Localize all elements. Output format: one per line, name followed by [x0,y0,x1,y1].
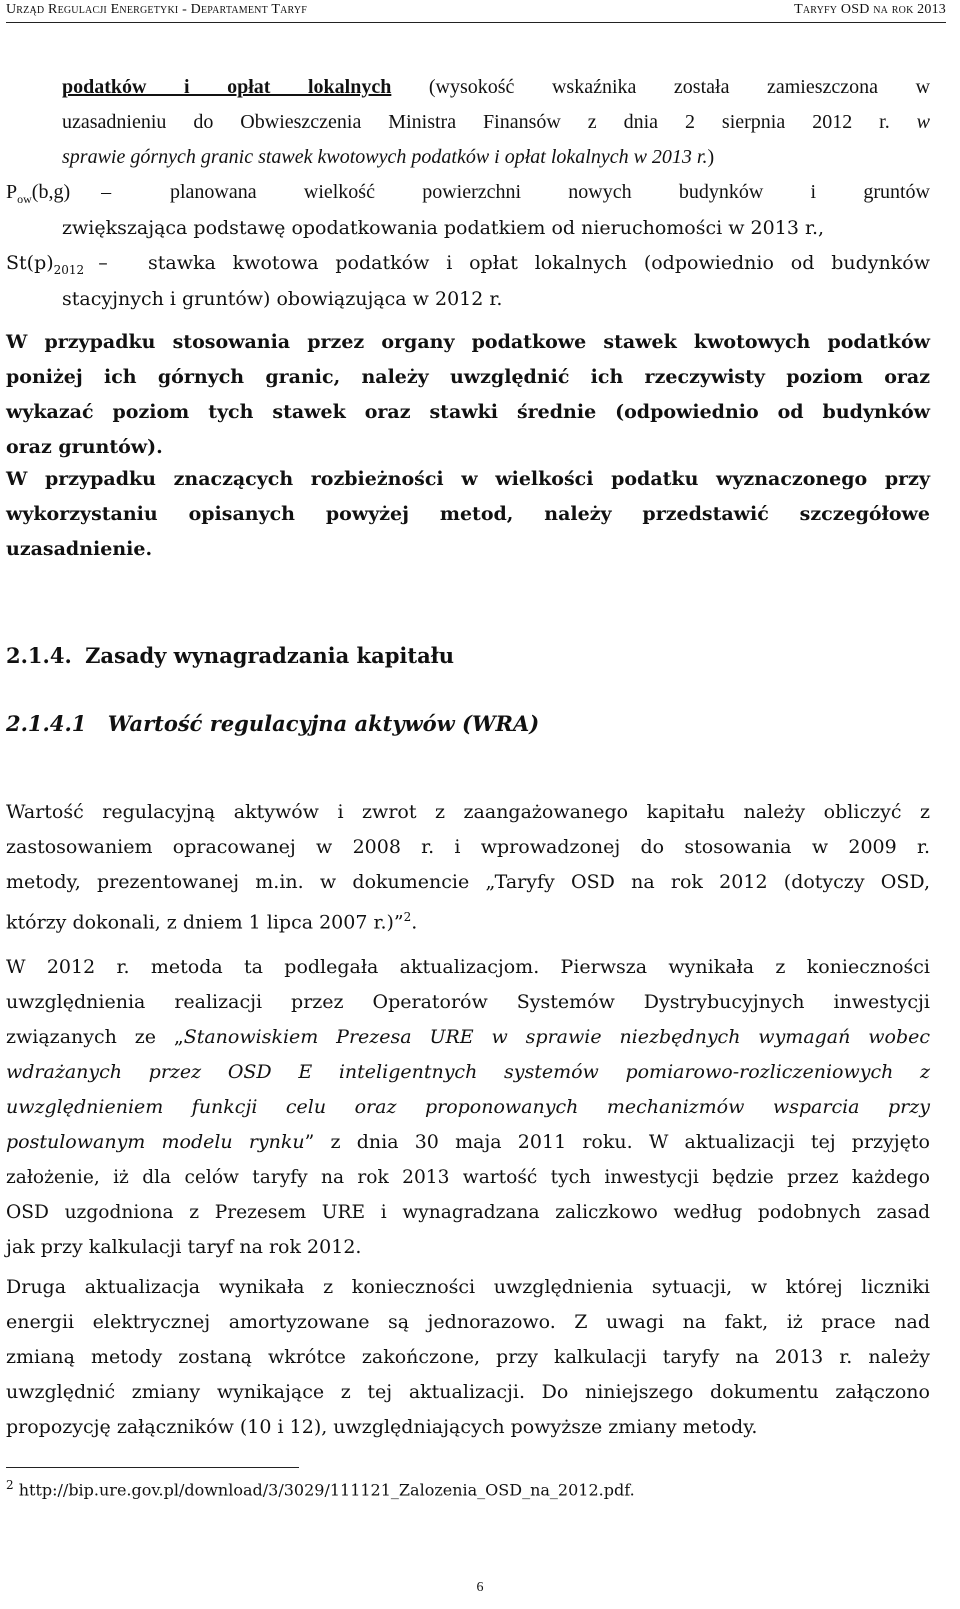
header-right: Taryfy OSD na rok 2013 [794,2,946,17]
footnote [6,1478,635,1499]
intro-underlined: podatków i opłat lokalnych [62,76,392,98]
footnote-separator [6,1467,299,1468]
page-header [6,0,946,23]
second-update-paragraph: Druga aktualizacja wynikała z konieczności uwzględnienia sytuacji, w której liczniki energii elektrycznej amortyzowane są jednorazowo. Z uwagi na fakt, iż prace nad zmianą metody zostaną wkrótce zakończone, przy kalkulacji taryfy na 2013 r. należy uwzględnić zmiany wynikające z tej aktualizacji. Do niniejszego dokumentu załączono propozycję załączników (10 i 12), uwzględniających powyższe zmiany metody. [6,1276,930,1438]
footnote-link[interactable]: http://bip.ure.gov.pl/download/3/3029/111121_Zalozenia_OSD_na_2012.pdf. [18,1480,635,1500]
subsection-heading: 2.1.4.1 Wartość regulacyjna aktywów (WRA) [6,711,540,736]
footnote-ref[interactable]: 2 [403,910,412,924]
bold-paragraph-2: W przypadku znaczących rozbieżności w wielkości podatku wyznaczonego przy wykorzystaniu opisanych powyżej metod, należy przedstawić szczegółowe uzasadnienie. [6,468,930,560]
definition-pow: $P_{ow}(b,g)$ – planowana wielkość powierzchni nowych budynków i gruntów zwiększająca podstawę opodatkowania podatkiem od nieruchomości w 2013 r., [6,181,930,239]
wra-paragraph: Wartość regulacyjną aktywów i zwrot z zaangażowanego kapitału należy obliczyć z zastosowaniem opracowanej w 2008 r. i wprowadzonej do stosowania w 2009 r. metody, prezentowanej m.in. w dokumencie „Taryfy OSD na rok 2012 (dotyczy OSD, którzy dokonali, z dniem 1 lipca 2007 r.)”$^2$. [6,801,930,934]
footnote-mark: 2 [6,1478,14,1492]
header-left: Urząd Regulacji Energetyki - Departament Taryf [6,2,308,17]
update-2012-paragraph: W 2012 r. metoda ta podlegała aktualizacjom. Pierwsza wynikała z konieczności uwzględnienia realizacji przez Operatorów Systemów Dystrybucyjnych inwestycji związanych ze „Stanowiskiem Prezesa URE w sprawie niezbędnych wymagań wobec wdrażanych przez OSD E inteligentnych systemów pomiarowo-rozliczeniowych z uwzględnieniem funkcji celu oraz proponowanych mechanizmów wsparcia przy postulowanym modelu rynku” z dnia 30 maja 2011 roku. W aktualizacji tej przyjęto założenie, iż dla celów taryfy na rok 2013 wartość tych inwestycji będzie przez każdego OSD uzgodniona z Prezesem URE i wynagradzana zaliczkowo według podobnych zasad jak przy kalkulacji taryf na rok 2012. [6,956,930,1258]
definition-stp: $St(p)_{2012}$ – stawka kwotowa podatków i opłat lokalnych (odpowiednio od budynków stacyjnych i gruntów) obowiązująca w 2012 r. [6,252,930,310]
page-number: 6 [476,1580,484,1595]
intro-paragraph: podatków i opłat lokalnych (wysokość wskaźnika została zamieszczona w uzasadnieniu do Obwieszczenia Ministra Finansów z dnia 2 sierpnia 2012 r. w sprawie górnych granic stawek kwotowych podatków i opłat lokalnych w 2013 r.) [62,76,931,168]
bold-paragraph-1: W przypadku stosowania przez organy podatkowe stawek kwotowych podatków poniżej ich górnych granic, należy uwzględnić ich rzeczywisty poziom oraz wykazać poziom tych stawek oraz stawki średnie (odpowiednio od budynków oraz gruntów). [6,331,930,458]
section-heading: 2.1.4. Zasady wynagradzania kapitału [6,643,455,668]
